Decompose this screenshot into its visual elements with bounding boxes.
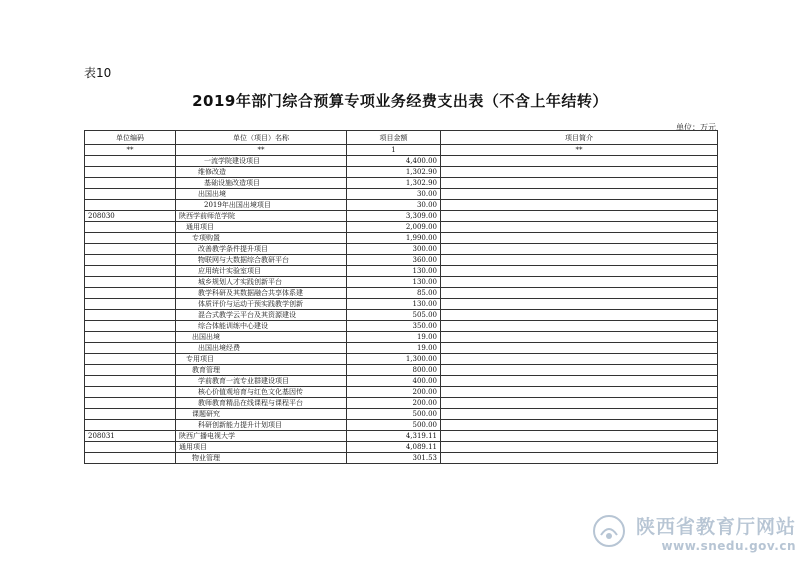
row-name: 教学科研及其数据融合共享体系建 — [176, 288, 347, 299]
table-row — [85, 409, 718, 420]
table-row — [85, 343, 718, 354]
row-code — [85, 332, 176, 343]
row-amount: 500.00 — [347, 420, 441, 431]
row-desc — [441, 200, 718, 211]
row-code — [85, 266, 176, 277]
table-row — [85, 431, 718, 442]
table-number-label: 表10 — [84, 66, 112, 80]
row-code — [85, 288, 176, 299]
row-amount: 85.00 — [347, 288, 441, 299]
row-amount: 1,300.00 — [347, 354, 441, 365]
row-code — [85, 244, 176, 255]
marker-desc: ** — [441, 145, 718, 156]
table-row — [85, 244, 718, 255]
table-row — [85, 442, 718, 453]
row-amount: 1,302.90 — [347, 167, 441, 178]
row-code — [85, 299, 176, 310]
row-desc — [441, 178, 718, 189]
row-code — [85, 343, 176, 354]
row-desc — [441, 310, 718, 321]
row-amount: 30.00 — [347, 200, 441, 211]
row-code — [85, 178, 176, 189]
table-row — [85, 189, 718, 200]
row-desc — [441, 442, 718, 453]
row-name: 教育管理 — [176, 365, 347, 376]
row-name: 学前教育一流专业群建设项目 — [176, 376, 347, 387]
row-code — [85, 453, 176, 464]
row-amount: 350.00 — [347, 321, 441, 332]
unit-label: 单位：万元 — [676, 123, 716, 132]
row-amount: 130.00 — [347, 266, 441, 277]
table-row — [85, 277, 718, 288]
row-amount: 130.00 — [347, 277, 441, 288]
row-name: 核心价值观培育与红色文化基因传 — [176, 387, 347, 398]
row-name: 一流学院建设项目 — [176, 156, 347, 167]
table-row — [85, 266, 718, 277]
row-desc — [441, 398, 718, 409]
row-code — [85, 310, 176, 321]
row-desc — [441, 365, 718, 376]
row-name: 综合体能训练中心建设 — [176, 321, 347, 332]
row-name: 出国出境 — [176, 332, 347, 343]
row-name: 专项购置 — [176, 233, 347, 244]
row-code — [85, 376, 176, 387]
row-amount: 360.00 — [347, 255, 441, 266]
marker-row — [85, 145, 718, 156]
table-row — [85, 178, 718, 189]
header-name: 单位（项目）名称 — [176, 131, 347, 145]
row-amount: 1,302.90 — [347, 178, 441, 189]
row-desc — [441, 222, 718, 233]
row-amount: 3,309.00 — [347, 211, 441, 222]
row-code — [85, 365, 176, 376]
document-title: 2019年部门综合预算专项业务经费支出表（不含上年结转） — [192, 92, 608, 110]
row-desc — [441, 255, 718, 266]
table-row — [85, 398, 718, 409]
row-desc — [441, 244, 718, 255]
table-row — [85, 299, 718, 310]
table-row — [85, 255, 718, 266]
row-code: 208031 — [85, 431, 176, 442]
row-desc — [441, 277, 718, 288]
row-desc — [441, 211, 718, 222]
row-name: 体质评价与运动干预实践教学创新 — [176, 299, 347, 310]
site-watermark — [636, 512, 796, 553]
row-amount: 500.00 — [347, 409, 441, 420]
header-amount: 项目金额 — [347, 131, 441, 145]
emblem-icon — [592, 514, 626, 548]
row-amount: 4,319.11 — [347, 431, 441, 442]
row-desc — [441, 387, 718, 398]
row-name: 改善教学条件提升项目 — [176, 244, 347, 255]
row-code — [85, 200, 176, 211]
row-amount: 2,009.00 — [347, 222, 441, 233]
row-name: 专用项目 — [176, 354, 347, 365]
row-code — [85, 321, 176, 332]
row-name: 课题研究 — [176, 409, 347, 420]
table-row — [85, 321, 718, 332]
row-desc — [441, 233, 718, 244]
row-amount: 200.00 — [347, 398, 441, 409]
row-code — [85, 277, 176, 288]
table-row — [85, 156, 718, 167]
row-name: 通用项目 — [176, 442, 347, 453]
row-amount: 4,400.00 — [347, 156, 441, 167]
row-code: 208030 — [85, 211, 176, 222]
row-code — [85, 255, 176, 266]
table-row — [85, 288, 718, 299]
row-amount: 200.00 — [347, 387, 441, 398]
row-name: 城乡规划人才实践创新平台 — [176, 277, 347, 288]
watermark-url: www.snedu.gov.cn — [661, 539, 796, 553]
header-desc: 项目简介 — [441, 131, 718, 145]
marker-amount: 1 — [347, 145, 441, 156]
header-row — [85, 131, 718, 145]
row-desc — [441, 189, 718, 200]
marker-code: ** — [85, 145, 176, 156]
table-row — [85, 354, 718, 365]
table-row — [85, 365, 718, 376]
table-row — [85, 376, 718, 387]
row-name: 出国出境 — [176, 189, 347, 200]
row-name: 2019年出国出境项目 — [176, 200, 347, 211]
table-row — [85, 310, 718, 321]
row-amount: 505.00 — [347, 310, 441, 321]
row-amount: 300.00 — [347, 244, 441, 255]
row-code — [85, 409, 176, 420]
row-desc — [441, 409, 718, 420]
row-name: 物业管理 — [176, 453, 347, 464]
row-desc — [441, 431, 718, 442]
row-code — [85, 233, 176, 244]
table-row — [85, 387, 718, 398]
row-amount: 130.00 — [347, 299, 441, 310]
budget-table — [84, 130, 718, 464]
row-name: 维修改造 — [176, 167, 347, 178]
row-desc — [441, 343, 718, 354]
row-desc — [441, 321, 718, 332]
row-code — [85, 420, 176, 431]
row-name: 教师教育精品在线课程与课程平台 — [176, 398, 347, 409]
row-desc — [441, 420, 718, 431]
row-name: 出国出境经费 — [176, 343, 347, 354]
row-desc — [441, 167, 718, 178]
table-row — [85, 167, 718, 178]
row-amount: 1,990.00 — [347, 233, 441, 244]
table-row — [85, 420, 718, 431]
row-code — [85, 354, 176, 365]
row-desc — [441, 376, 718, 387]
row-name: 物联网与大数据综合教研平台 — [176, 255, 347, 266]
row-desc — [441, 453, 718, 464]
table-row — [85, 211, 718, 222]
row-name: 科研创新能力提升计划项目 — [176, 420, 347, 431]
row-name: 陕西学前师范学院 — [176, 211, 347, 222]
header-code: 单位编码 — [85, 131, 176, 145]
row-name: 应用统计实验室项目 — [176, 266, 347, 277]
row-code — [85, 189, 176, 200]
row-amount: 19.00 — [347, 343, 441, 354]
watermark-text: 陕西省教育厅网站 — [635, 516, 796, 538]
row-name: 基础设施改造项目 — [176, 178, 347, 189]
table-body — [85, 156, 718, 464]
row-code — [85, 167, 176, 178]
row-amount: 400.00 — [347, 376, 441, 387]
row-amount: 4,089.11 — [347, 442, 441, 453]
row-desc — [441, 266, 718, 277]
row-desc — [441, 156, 718, 167]
row-desc — [441, 299, 718, 310]
row-code — [85, 156, 176, 167]
table-row — [85, 200, 718, 211]
row-amount: 19.00 — [347, 332, 441, 343]
row-name: 陕西广播电视大学 — [176, 431, 347, 442]
marker-name: ** — [176, 145, 347, 156]
table-row — [85, 222, 718, 233]
row-desc — [441, 288, 718, 299]
row-name: 混合式教学云平台及其资源建设 — [176, 310, 347, 321]
row-code — [85, 222, 176, 233]
row-code — [85, 398, 176, 409]
row-code — [85, 387, 176, 398]
row-amount: 800.00 — [347, 365, 441, 376]
table-row — [85, 233, 718, 244]
row-code — [85, 442, 176, 453]
table-row — [85, 453, 718, 464]
row-amount: 30.00 — [347, 189, 441, 200]
row-amount: 301.53 — [347, 453, 441, 464]
table-row — [85, 332, 718, 343]
row-desc — [441, 354, 718, 365]
row-desc — [441, 332, 718, 343]
row-name: 通用项目 — [176, 222, 347, 233]
